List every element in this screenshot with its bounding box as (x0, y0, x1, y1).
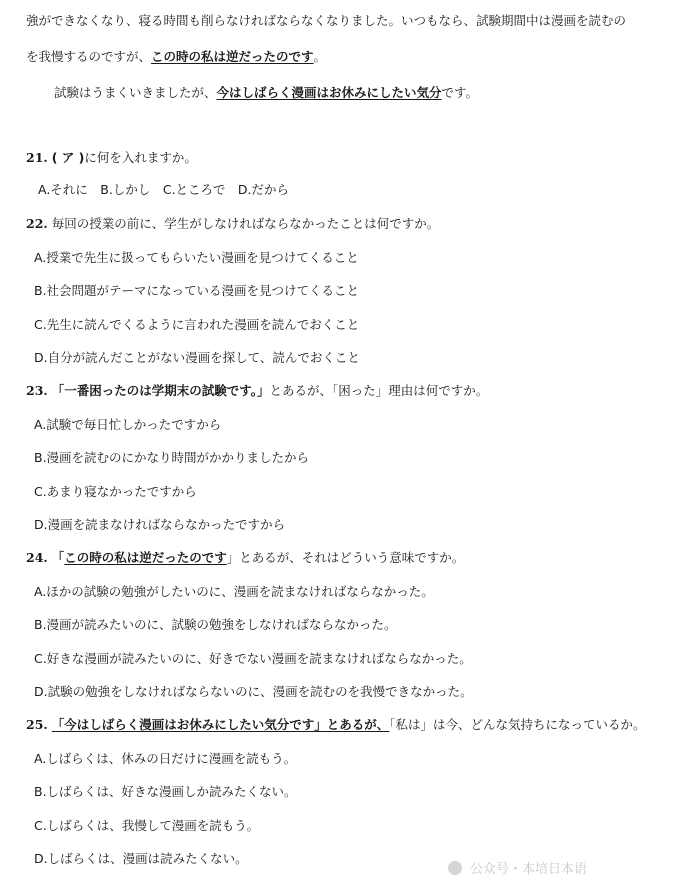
wechat-icon (448, 861, 462, 875)
question-21-stem (26, 149, 197, 167)
question-23-quote: 「一番困ったのは学期末の試験です。」 (51, 383, 270, 398)
question-21-options: A.それに B.しかし C.ところで D.だから (38, 182, 290, 197)
passage-line-3 (54, 84, 478, 102)
question-24-open-quote: 「 (51, 550, 65, 565)
passage-line-2-pre: を我慢するのですが、 (26, 49, 152, 64)
question-24-stem (26, 549, 464, 567)
question-23-stem (26, 382, 488, 400)
question-23-number: 23. (26, 383, 48, 398)
question-23-text: とあるが、「困った」理由は何ですか。 (269, 383, 489, 398)
question-23-option-a: A.試験で毎日忙しかったですから (34, 417, 222, 432)
question-22-text: 毎回の授業の前に、学生がしなければならなかったことは何ですか。 (51, 216, 440, 231)
watermark (448, 858, 587, 877)
question-24-option-b: B.漫画が読みたいのに、試験の勉強をしなければならなかった。 (34, 617, 397, 632)
question-22-option-c: C.先生に読んでくるように言われた漫画を読んでおくこと (34, 317, 360, 332)
question-25-option-a: A.しばらくは、休みの日だけに漫画を読もう。 (34, 751, 297, 766)
question-22-option-d: D.自分が読んだことがない漫画を探して、読んでおくこと (34, 350, 360, 365)
underlined-phrase-2: 今はしばらく漫画はお休みにしたい気分 (216, 85, 442, 100)
question-25-option-c: C.しばらくは、我慢して漫画を読もう。 (34, 818, 260, 833)
question-24-underlined: この時の私は逆だったのです (64, 550, 227, 565)
question-25-number: 25. (26, 717, 48, 732)
question-21-number: 21. (26, 150, 48, 165)
question-23-option-d: D.漫画を読まなければならなかったですから (34, 517, 286, 532)
question-22-number: 22. (26, 216, 48, 231)
underlined-phrase-1: この時の私は逆だったのです (151, 49, 314, 64)
watermark-text: 公众号・本培日本语 (470, 862, 588, 877)
question-23-option-c: C.あまり寝なかったですから (34, 484, 197, 499)
question-22-option-a: A.授業で先生に扱ってもらいたい漫画を見つけてくること (34, 250, 359, 265)
question-22-stem (26, 215, 439, 233)
passage-line-3-pre: 試験はうまくいきましたが、 (54, 85, 217, 100)
question-25-stem (26, 716, 646, 734)
passage-line-1: 強ができなくなり、寝る時間も削らなければならなくなりました。いつもなら、試験期間中は漫画を読むの (26, 13, 627, 28)
question-24-option-c: C.好きな漫画が読みたいのに、好きでない漫画を読まなければならなかった。 (34, 651, 472, 666)
question-21-blank: ( ア ) (51, 150, 85, 165)
passage-line-3-post: です。 (441, 85, 479, 100)
question-21-text: に何を入れますか。 (84, 150, 197, 165)
passage-line-2-post: 。 (313, 49, 327, 64)
question-24-option-a: A.ほかの試験の勉強がしたいのに、漫画を読まなければならなかった。 (34, 584, 434, 599)
question-24-number: 24. (26, 550, 48, 565)
question-25-text: 「私は」は今、どんな気持ちになっているか。 (389, 717, 646, 732)
question-24-text: 」とあるが、それはどういう意味ですか。 (226, 550, 465, 565)
question-22-option-b: B.社会問題がテーマになっている漫画を見つけてくること (34, 283, 360, 298)
question-23-option-b: B.漫画を読むのにかなり時間がかかりましたから (34, 450, 310, 465)
question-25-underlined: 「今はしばらく漫画はお休みにしたい気分です」とあるが、 (51, 717, 390, 732)
passage-line-2 (26, 48, 326, 66)
question-25-option-b: B.しばらくは、好きな漫画しか読みたくない。 (34, 784, 297, 799)
question-25-option-d: D.しばらくは、漫画は読みたくない。 (34, 851, 248, 866)
question-24-option-d: D.試験の勉強をしなければならないのに、漫画を読むのを我慢できなかった。 (34, 684, 473, 699)
